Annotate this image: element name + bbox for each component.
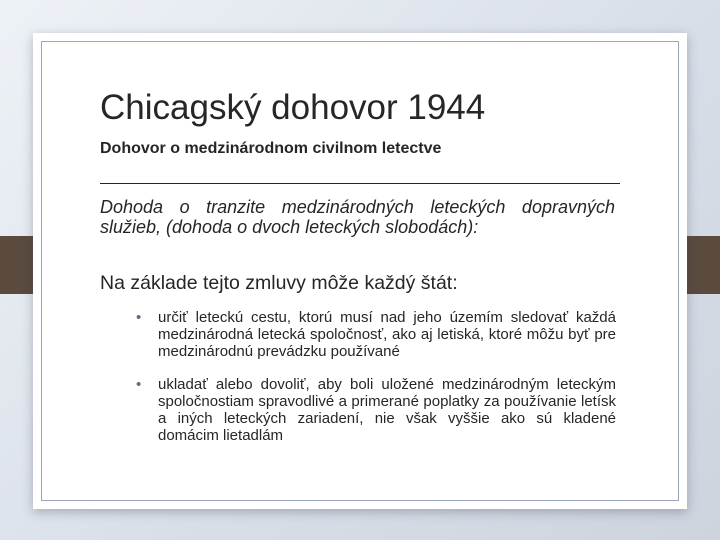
slide-subtitle: Dohovor o medzinárodnom civilnom letectve [100,140,442,157]
bullet-item [136,376,616,444]
title-divider [100,183,620,184]
bullet-marker: • [136,376,142,393]
slide-title: Chicagský dohovor 1944 [100,88,486,127]
bullet-list [136,309,616,460]
left-side-tab [0,236,36,294]
lead-text: Dohoda o tranzite medzinárodných leteckých dopravných služieb, (dohoda o dvoch leteckých slobodách): [100,197,615,237]
bullet-item [136,309,616,360]
bullet-text: ukladať alebo dovoliť, aby boli uložené medzinárodným leteckým spoločnostiam spravodlivé a primerané poplatky za používanie letísk a iných leteckých zariadení, nie však vyššie ako sú kladené domácim lietadlám [158,376,616,444]
intro-paragraph: Na základe tejto zmluvy môže každý štát: [100,272,458,294]
bullet-marker: • [136,309,142,326]
bullet-text: určiť leteckú cestu, ktorú musí nad jeho územím sledovať každá medzinárodná letecká spoločnosť, ako aj letiská, ktoré môžu byť pre medzinárodnú prevádzku používané [158,309,616,360]
right-side-tab [684,236,720,294]
